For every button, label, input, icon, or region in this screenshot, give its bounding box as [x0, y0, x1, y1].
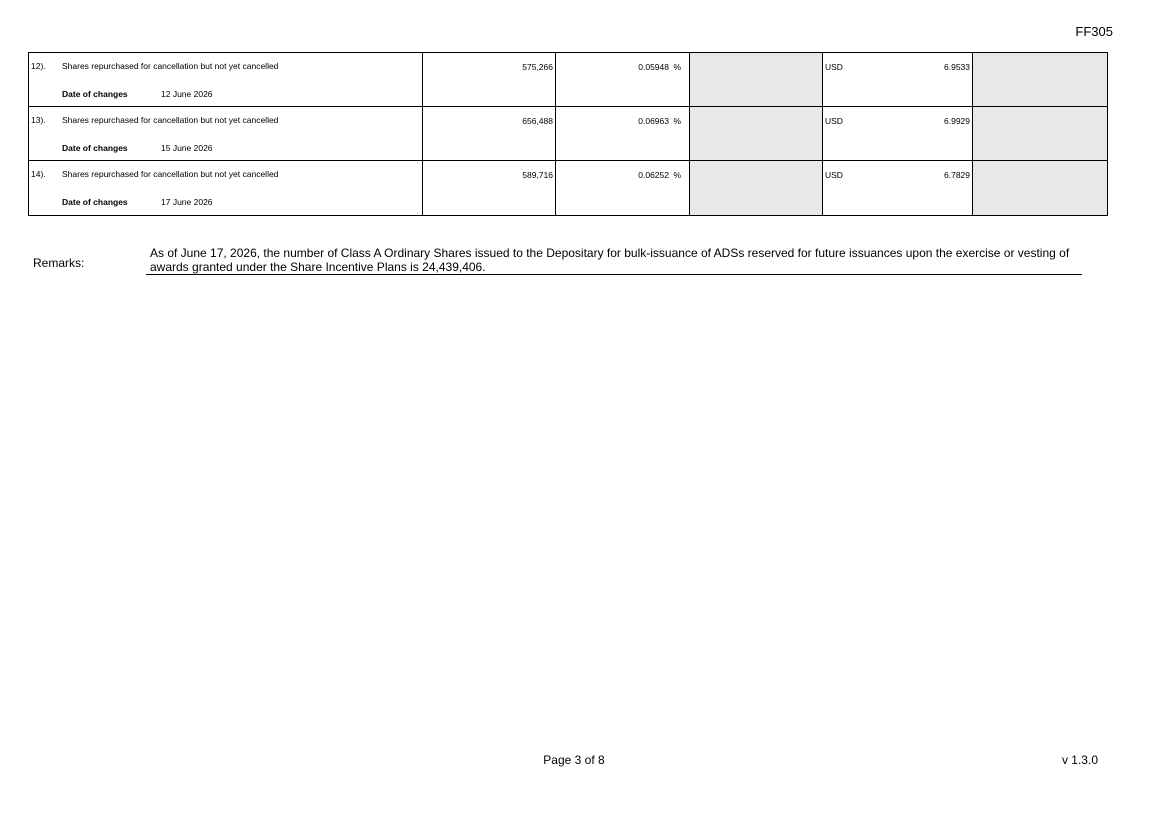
shaded-cell: [973, 161, 1107, 215]
price-cell: [823, 53, 973, 106]
table-row: [29, 53, 1107, 107]
table-row: [29, 161, 1107, 215]
row-description: Shares repurchased for cancellation but not yet cancelled: [62, 169, 279, 179]
row-index: 14).: [31, 169, 46, 179]
shares-value: 589,716: [522, 170, 553, 180]
page-number: Page 3 of 8: [543, 753, 605, 767]
date-of-changes-label: Date of changes: [62, 89, 128, 99]
percent-sign: %: [673, 116, 681, 126]
table-row: [29, 107, 1107, 161]
description-cell: [29, 107, 423, 160]
price-cell: [823, 107, 973, 160]
percentage-cell: [556, 107, 690, 160]
remarks-label: Remarks:: [33, 256, 85, 270]
row-description: Shares repurchased for cancellation but not yet cancelled: [62, 61, 279, 71]
price-value: 6.9533: [944, 62, 970, 72]
price-value: 6.7829: [944, 170, 970, 180]
shares-value: 575,266: [522, 62, 553, 72]
description-cell: [29, 53, 423, 106]
shares-cell: [423, 53, 556, 106]
percentage-value: 0.05948: [638, 62, 669, 72]
form-code: FF305: [1075, 24, 1113, 39]
share-changes-table: [28, 52, 1108, 216]
currency-value: USD: [825, 116, 843, 126]
percent-sign: %: [673, 170, 681, 180]
date-of-changes-value: 15 June 2026: [161, 143, 213, 153]
shaded-cell: [973, 53, 1107, 106]
shaded-cell: [690, 161, 823, 215]
date-of-changes-value: 17 June 2026: [161, 197, 213, 207]
percentage-cell: [556, 53, 690, 106]
currency-value: USD: [825, 62, 843, 72]
row-index: 13).: [31, 115, 46, 125]
date-of-changes-label: Date of changes: [62, 197, 128, 207]
date-of-changes-value: 12 June 2026: [161, 89, 213, 99]
price-cell: [823, 161, 973, 215]
date-of-changes-label: Date of changes: [62, 143, 128, 153]
version-label: v 1.3.0: [1061, 753, 1098, 767]
shares-cell: [423, 107, 556, 160]
price-value: 6.9929: [944, 116, 970, 126]
shares-cell: [423, 161, 556, 215]
description-cell: [29, 161, 423, 215]
remarks-text: As of June 17, 2026, the number of Class A Ordinary Shares issued to the Depositary for bulk-issuance of ADSs reserved for future issuances upon the exercise or vesting of awards granted under the Share Incentive Plans is 24,439,406.: [146, 246, 1082, 275]
percentage-value: 0.06963: [638, 116, 669, 126]
shaded-cell: [973, 107, 1107, 160]
currency-value: USD: [825, 170, 843, 180]
percentage-value: 0.06252: [638, 170, 669, 180]
shaded-cell: [690, 107, 823, 160]
shaded-cell: [690, 53, 823, 106]
percentage-cell: [556, 161, 690, 215]
shares-value: 656,488: [522, 116, 553, 126]
row-index: 12).: [31, 61, 46, 71]
percent-sign: %: [673, 62, 681, 72]
row-description: Shares repurchased for cancellation but not yet cancelled: [62, 115, 279, 125]
